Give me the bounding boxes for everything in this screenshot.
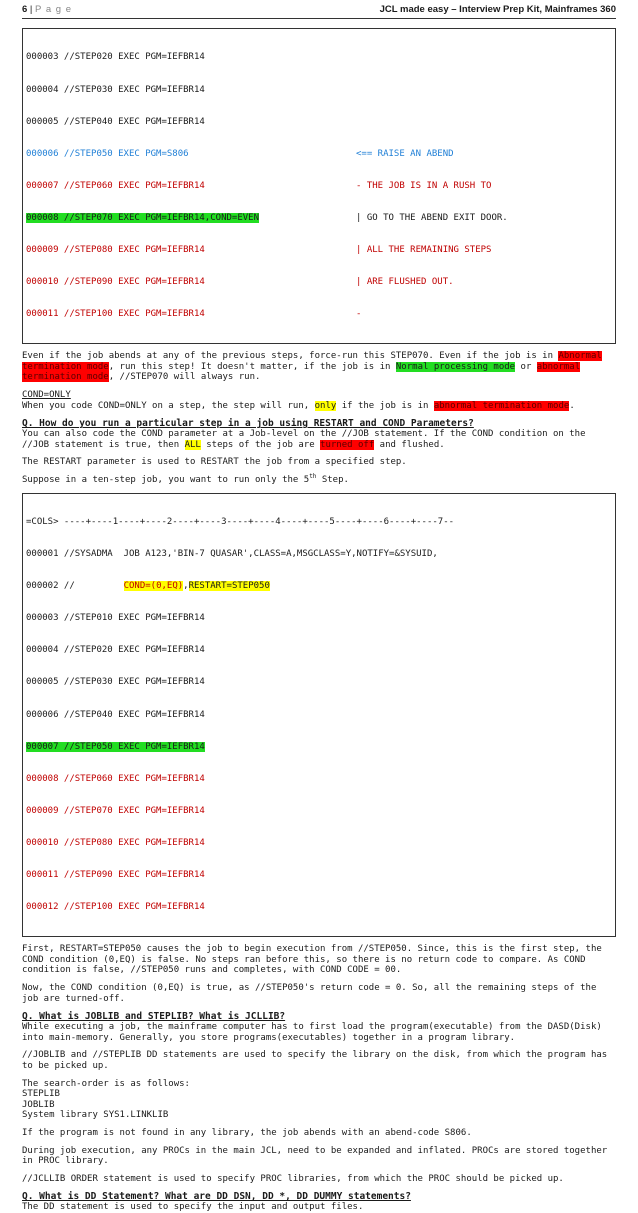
page-body xyxy=(22,28,616,1213)
page-number: 6 | P a g e xyxy=(22,4,72,15)
header-title: JCL made easy – Interview Prep Kit, Mainframes 360 xyxy=(379,4,616,15)
code-line: 000004 //STEP030 EXEC PGM=IEFBR14 xyxy=(26,84,205,95)
code-line: 000010 //STEP090 EXEC PGM=IEFBR14 | ARE FLUSHED OUT. xyxy=(26,277,454,288)
code-line: 000006 //STEP040 EXEC PGM=IEFBR14 xyxy=(26,709,205,720)
code-line: 000002 // COND=(0,EQ),RESTART=STEP050 xyxy=(26,581,270,592)
paragraph-restart-cond: You can also code the COND parameter at a Job-level on the //JOB statement. If the COND condition on the //JOB statement is true, then ALL steps of the job are turned off and flushed. xyxy=(22,429,586,450)
paragraph: If the program is not found in any library, the job abends with an abend-code S806. xyxy=(22,1127,472,1138)
paragraph: Suppose in a ten-step job, you want to run only the 5th Step. xyxy=(22,473,349,485)
code-line: 000009 //STEP080 EXEC PGM=IEFBR14 | ALL THE REMAINING STEPS xyxy=(26,244,492,255)
code-line: 000005 //STEP030 EXEC PGM=IEFBR14 xyxy=(26,677,205,688)
page-header xyxy=(22,4,616,19)
code-line: 000011 //STEP100 EXEC PGM=IEFBR14 - xyxy=(26,309,362,320)
paragraph: During job execution, any PROCs in the main JCL, need to be expanded and inflated. PROCs are stored together in PROC library. xyxy=(22,1145,608,1167)
paragraph-cond-even: Even if the job abends at any of the previous steps, force-run this STEP070. Even if the job is in Abnormal termination mode, run this step! It doesn't matter, if the job is in Normal processing mode or abnormal termination mode, //STEP070 will always run. xyxy=(22,351,602,383)
question-heading: Q. How do you run a particular step in a job using RESTART and COND Parameters? xyxy=(22,418,474,430)
code-line: 000003 //STEP020 EXEC PGM=IEFBR14 xyxy=(26,52,205,63)
paragraph: First, RESTART=STEP050 causes the job to begin execution from //STEP050. Since, this is the first step, the COND condition (0,EQ) is false. No steps ran before this, so there is no return code to compare. As COND condition is false, //STEP050 runs and completes, with COND CODE = 00. xyxy=(22,944,602,976)
code-line: 000005 //STEP040 EXEC PGM=IEFBR14 xyxy=(26,116,205,127)
code-block-cond-even xyxy=(22,28,616,344)
paragraph: Now, the COND condition (0,EQ) is true, as //STEP050's return code = 0. So, all the remaining steps of the job are turned-off. xyxy=(22,983,597,1004)
paragraph: While executing a job, the mainframe computer has to first load the program(executable) from the DASD(Disk) into main-memory. Generally, you store programs(executables) together in a program library. xyxy=(22,1022,602,1043)
code-line: 000009 //STEP070 EXEC PGM=IEFBR14 xyxy=(26,805,205,816)
code-ruler: =COLS> ----+----1----+----2----+----3----+----4----+----5----+----6----+----7-- xyxy=(26,517,455,527)
code-line: 000010 //STEP080 EXEC PGM=IEFBR14 xyxy=(26,837,205,848)
paragraph: The RESTART parameter is used to RESTART the job from a specified step. xyxy=(22,457,407,468)
paragraph-cond-only: COND=ONLY When you code COND=ONLY on a step, the step will run, only if the job is in abnormal termination mode. xyxy=(22,390,575,411)
search-order-list: The search-order is as follows: STEPLIB JOBLIB System library SYS1.LINKLIB xyxy=(22,1078,190,1121)
code-line: 000004 //STEP020 EXEC PGM=IEFBR14 xyxy=(26,645,205,656)
question-heading: Q. What is DD Statement? What are DD DSN, DD *, DD DUMMY statements? xyxy=(22,1191,411,1203)
question-heading: Q. What is JOBLIB and STEPLIB? What is JCLLIB? xyxy=(22,1011,286,1023)
code-line: 000012 //STEP100 EXEC PGM=IEFBR14 xyxy=(26,902,205,913)
code-line: 000006 //STEP050 EXEC PGM=S806 <== RAISE AN ABEND xyxy=(26,148,454,159)
code-line: 000003 //STEP010 EXEC PGM=IEFBR14 xyxy=(26,613,205,624)
code-line: 000008 //STEP070 EXEC PGM=IEFBR14,COND=EVEN | GO TO THE ABEND EXIT DOOR. xyxy=(26,212,508,223)
code-line: 000001 //SYSADMA JOB A123,'BIN-7 QUASAR',CLASS=A,MSGCLASS=Y,NOTIFY=&SYSUID, xyxy=(26,549,438,560)
code-line: 000008 //STEP060 EXEC PGM=IEFBR14 xyxy=(26,773,205,784)
paragraph: //JCLLIB ORDER statement is used to specify PROC libraries, from which the PROC should be picked up. xyxy=(22,1173,564,1184)
paragraph: The DD statement is used to specify the input and output files. xyxy=(22,1202,364,1213)
code-line: 000007 //STEP050 EXEC PGM=IEFBR14 xyxy=(26,741,205,752)
code-line: 000007 //STEP060 EXEC PGM=IEFBR14 - THE JOB IS IN A RUSH TO xyxy=(26,180,492,191)
code-block-restart xyxy=(22,493,616,938)
paragraph: //JOBLIB and //STEPLIB DD statements are used to specify the library on the disk, from which the program has to be picked up. xyxy=(22,1050,608,1071)
code-line: 000011 //STEP090 EXEC PGM=IEFBR14 xyxy=(26,870,205,881)
